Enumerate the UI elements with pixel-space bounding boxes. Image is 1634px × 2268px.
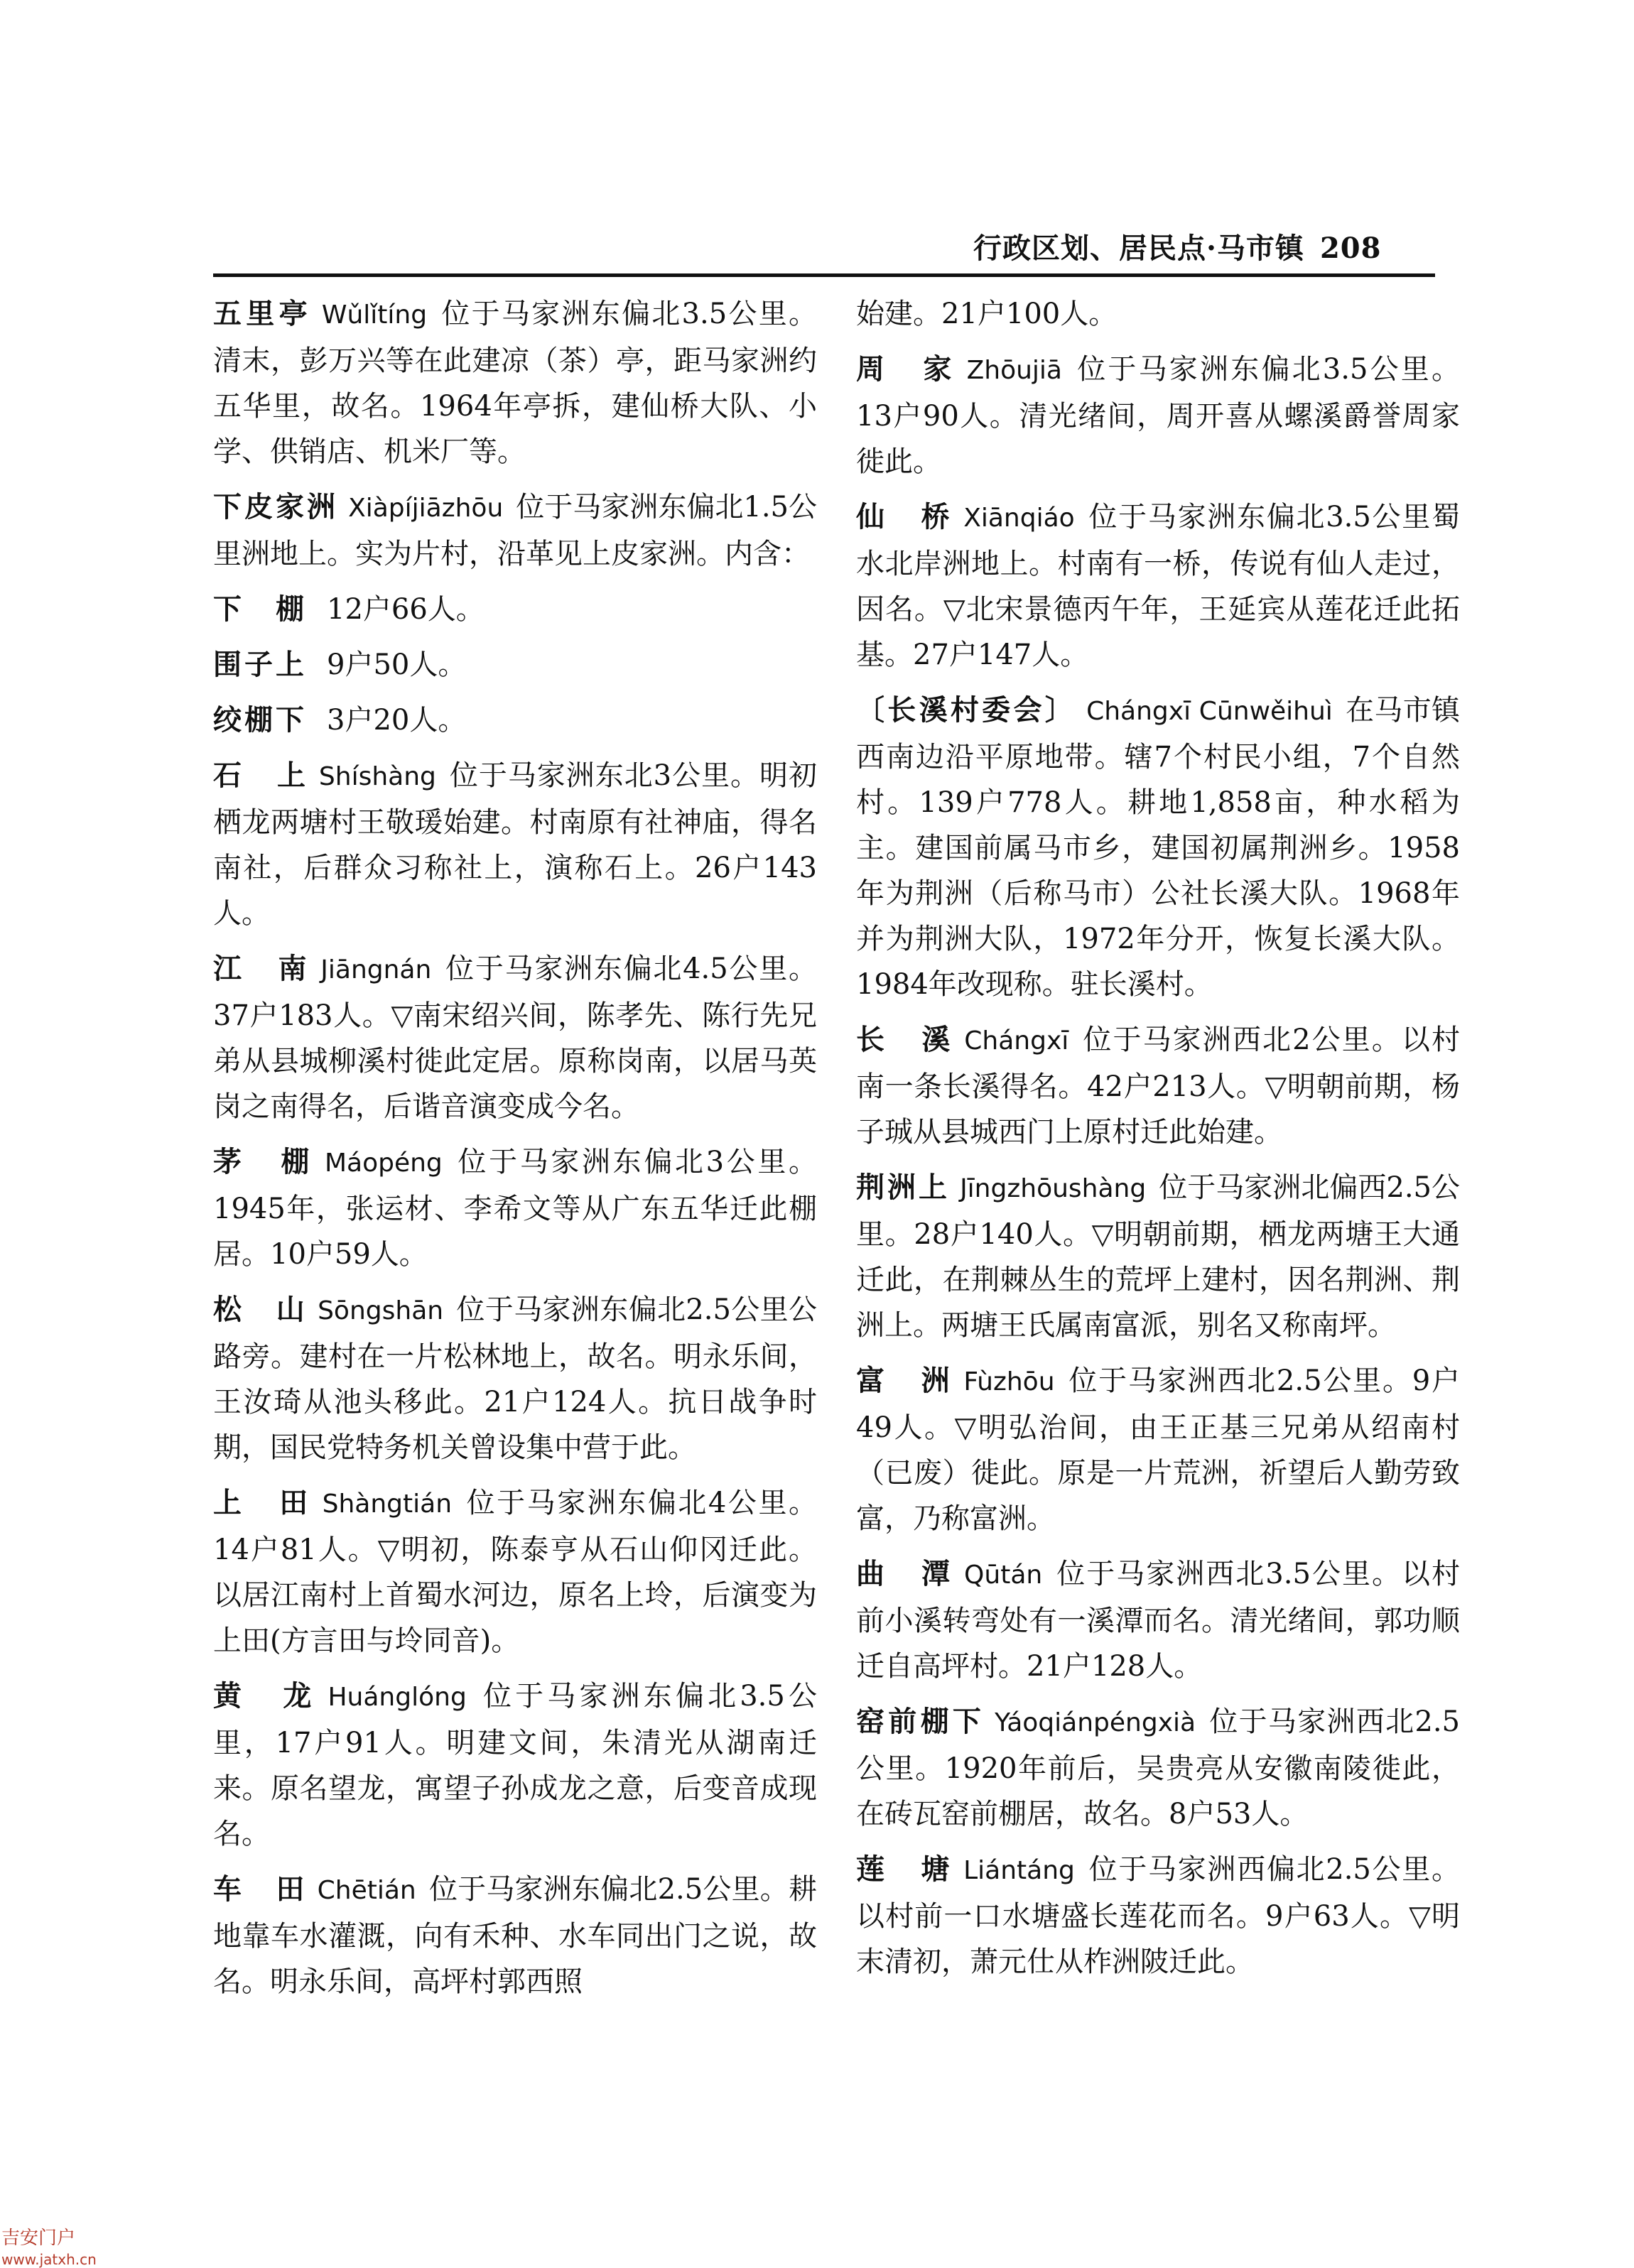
entry-text: 3户20人。 [327, 704, 467, 737]
gazetteer-entry [213, 1673, 817, 1857]
entry-text: 位于马家洲东北3公里。明初栖龙两塘村王敬瑗始建。村南原有社神庙，得名南社，后群众习称社上，演称石上。26户143人。 [213, 759, 817, 930]
entry-name: 绞棚下 [213, 703, 307, 737]
entry-name: 围子上 [213, 648, 307, 681]
entry-text: 位于马家洲东偏北4.5公里。37户183人。▽南宋绍兴间，陈孝先、陈行先兄弟从县城柳溪村徙此定居。原称岗南，以居马英岗之南得名，后谐音演变成今名。 [213, 953, 817, 1123]
entry-text: 位于马家洲西偏北2.5公里。以村前一口水塘盛长莲花而名。9户63人。▽明末清初，萧元仕从柞洲陂迁此。 [856, 1853, 1460, 1978]
entry-pinyin: Shàngtián [322, 1490, 453, 1519]
entry-pinyin: Shíshàng [318, 762, 436, 791]
entry-text: 位于马家洲东偏北3.5公里蜀水北岸洲地上。村南有一桥，传说有仙人走过，因名。▽北宋景德丙午年，王延宾从莲花迁此拓基。27户147人。 [856, 501, 1460, 671]
entry-name: 窑前棚下 [856, 1705, 985, 1738]
entry-pinyin: Xiàpíjiāzhōu [348, 494, 504, 523]
entry-pinyin: Chángxī Cūnwěihuì [1086, 697, 1333, 726]
right-column [856, 291, 1460, 1995]
entry-pinyin: Máopéng [324, 1149, 443, 1178]
entry-name: 下 棚 [213, 592, 307, 626]
entry-pinyin: Qūtán [964, 1561, 1043, 1590]
entry-text: 位于马家洲东偏北3.5公里，17户91人。明建文间，朱清光从湖南迁来。原名望龙，寓望子孙成龙之意，后变音成现名。 [213, 1680, 817, 1850]
entry-text: 位于马家洲东偏北2.5公里。耕地靠车水灌溉，向有禾种、水车同出门之说，故名。明永乐间，高坪村郭西照 [213, 1873, 818, 1998]
entry-text: 位于马家洲西北2.5公里。1920年前后，吴贵亮从安徽南陵徙此，在砖瓦窑前棚居，故名。8户53人。 [856, 1705, 1460, 1830]
running-header [973, 226, 1381, 266]
entry-name: 江 南 [213, 952, 311, 985]
entry-text: 12户66人。 [327, 593, 485, 626]
entry-pinyin: Fùzhōu [963, 1367, 1055, 1396]
page-number: 208 [1319, 232, 1382, 265]
entry-pinyin: Chētián [317, 1876, 416, 1905]
gazetteer-entry [856, 291, 1460, 337]
entry-text: 位于马家洲东偏北3.5公里。清末，彭万兴等在此建凉（茶）亭，距马家洲约五华里，故名。1964年亭拆，建仙桥大队、小学、供销店、机米厂等。 [213, 298, 817, 468]
entry-pinyin: Jiāngnán [320, 955, 432, 984]
entry-pinyin: Liántáng [963, 1856, 1075, 1885]
gazetteer-entry [213, 753, 817, 936]
gazetteer-entry [213, 291, 817, 474]
entry-name: 石 上 [213, 759, 309, 792]
gazetteer-entry [213, 484, 817, 577]
left-column [213, 291, 817, 2014]
header-rule [213, 273, 1435, 277]
gazetteer-entry [213, 1480, 817, 1664]
gazetteer-entry [856, 1699, 1460, 1837]
entry-name: 荆洲上 [856, 1171, 951, 1204]
entry-pinyin: Yáoqiánpéngxià [995, 1708, 1196, 1737]
entry-text: 位于马家洲西北2公里。以村南一条长溪得名。42户213人。▽明朝前期，杨子珹从县城西门上原村迁此始建。 [856, 1024, 1461, 1149]
entry-text: 位于马家洲东偏北4公里。14户81人。▽明初，陈泰亨从石山仰冈迁此。以居江南村上首蜀水河边，原名上坽，后演变为上田(方言田与坽同音)。 [213, 1487, 818, 1657]
gazetteer-entry [213, 946, 817, 1129]
entry-name: 松 山 [213, 1293, 308, 1326]
gazetteer-entry [856, 688, 1460, 1007]
gazetteer-entry [856, 1358, 1460, 1541]
entry-name: 黄 龙 [213, 1679, 318, 1713]
gazetteer-entry [213, 1867, 817, 2004]
gazetteer-entry [213, 587, 817, 632]
entry-pinyin: Zhōujiā [966, 356, 1062, 385]
entry-text: 位于马家洲东偏北3公里。1945年，张运材、李希文等从广东五华迁此棚居。10户59人。 [213, 1146, 818, 1271]
entry-pinyin: Jīngzhōushàng [960, 1174, 1147, 1203]
entry-name: 周 家 [856, 352, 957, 386]
entry-name: 上 田 [213, 1486, 313, 1519]
gazetteer-entry [213, 1287, 817, 1470]
entry-text: 位于马家洲东偏北3.5公里。13户90人。清光绪间，周开喜从螺溪爵誉周家徙此。 [856, 353, 1461, 478]
entry-text: 始建。21户100人。 [856, 298, 1118, 330]
gazetteer-entry [856, 347, 1460, 484]
entry-name: 车 田 [213, 1872, 308, 1906]
gazetteer-entry [856, 1017, 1460, 1155]
entry-pinyin: Sōngshān [318, 1296, 444, 1325]
entry-name: 曲 潭 [856, 1557, 955, 1590]
entry-name: 下皮家洲 [213, 490, 339, 523]
entry-text: 位于马家洲东偏北1.5公里洲地上。实为片村，沿革见上皮家洲。内含： [213, 491, 818, 570]
entry-pinyin: Huánglóng [328, 1683, 467, 1712]
entry-name: 茅 棚 [213, 1145, 315, 1178]
entry-text: 9户50人。 [327, 649, 467, 681]
entry-text: 位于马家洲北偏西2.5公里。28户140人。▽明朝前期，栖龙两塘王大通迁此，在荆棘丛生的荒坪上建村，因名荆洲、荆洲上。两塘王氏属南富派，别名又称南坪。 [856, 1171, 1461, 1342]
gazetteer-entry [856, 1847, 1460, 1985]
gazetteer-entry [213, 1139, 817, 1277]
entry-name: 长 溪 [856, 1023, 955, 1056]
watermark-site: www.jatxh.cn [1, 2251, 97, 2268]
entry-text: 位于马家洲西北3.5公里。以村前小溪转弯处有一溪潭而名。清光绪间，郭功顺迁自高坪村。21户128人。 [856, 1558, 1460, 1683]
watermark-logo [1, 2223, 97, 2268]
entry-name: 仙 桥 [856, 500, 954, 533]
entry-name: 富 洲 [856, 1364, 954, 1397]
gazetteer-entry [213, 642, 817, 688]
entry-pinyin: Wǔlǐtíng [321, 300, 428, 330]
entry-name: 莲 塘 [856, 1852, 954, 1886]
entry-pinyin: Xiānqiáo [963, 504, 1075, 533]
header-title: 行政区划、居民点·马市镇 [973, 232, 1304, 265]
gazetteer-entry [213, 698, 817, 743]
watermark-name: 吉安门户 [1, 2228, 76, 2249]
entry-text: 位于马家洲西北2.5公里。9户49人。▽明弘治间，由王正基三兄弟从绍南村（已废）徙此。原是一片荒洲，祈望后人勤劳致富，乃称富洲。 [856, 1364, 1461, 1535]
entry-text: 位于马家洲东偏北2.5公里公路旁。建村在一片松林地上，故名。明永乐间，王汝琦从池头移此。21户124人。抗日战争时期，国民党特务机关曾设集中营于此。 [213, 1293, 817, 1464]
entry-text: 在马市镇西南边沿平原地带。辖7个村民小组，7个自然村。139户778人。耕地1,858亩，种水稻为主。建国前属马市乡，建国初属荆洲乡。1958年为荆洲（后称马市）公社长溪大队。1968年并为荆洲大队，1972年分开，恢复长溪大队。1984年改现称。驻长溪村。 [856, 694, 1460, 1001]
gazetteer-entry [856, 494, 1460, 678]
entry-name: 五里亭 [213, 297, 312, 330]
gazetteer-entry [856, 1551, 1460, 1689]
gazetteer-entry [856, 1165, 1460, 1348]
entry-pinyin: Chángxī [964, 1026, 1069, 1056]
entry-name: 〔长溪村委会〕 [856, 693, 1077, 727]
